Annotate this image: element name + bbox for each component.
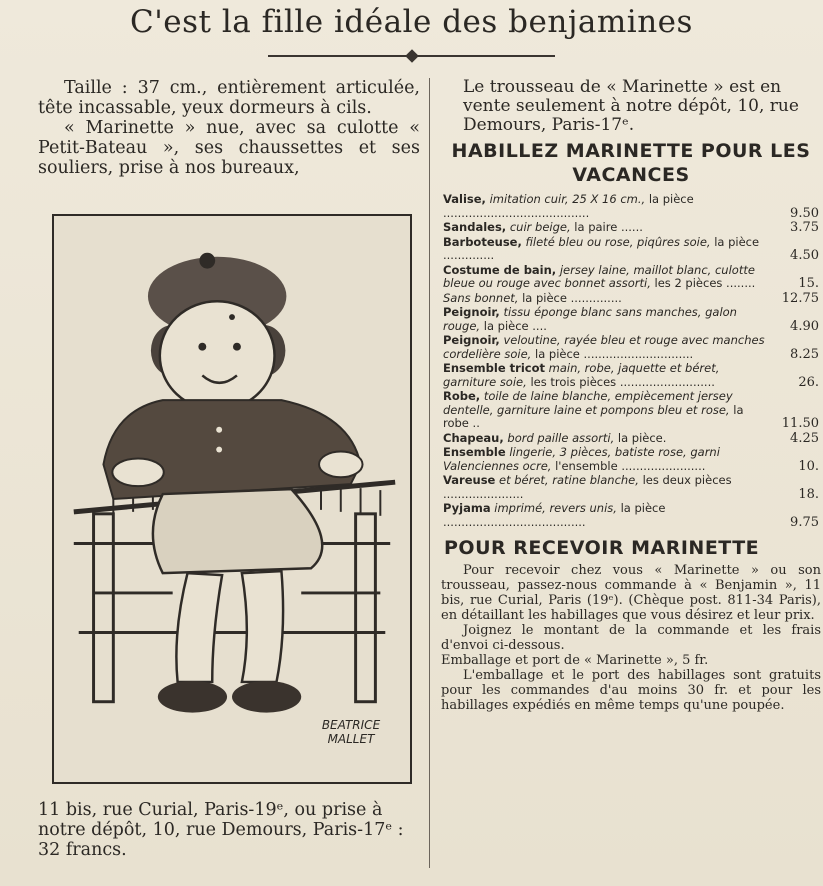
vacation-heading: HABILLEZ MARINETTE POUR LES VACANCES: [451, 140, 811, 186]
title-ornament-icon: [405, 49, 419, 63]
illustration-signature: BEATRICE MALLET: [321, 718, 381, 746]
doll-address-paragraph: 11 bis, rue Curial, Paris-19ᵉ, ou prise à notre dépôt, 10, rue Demours, Paris-17ᵉ : 32 francs.: [38, 800, 404, 860]
doll-illustration: [52, 214, 412, 784]
trousseau-intro: Le trousseau de « Marinette » est en vente seulement à notre dépôt, 10, rue Demours, Paris-17ᵉ.: [463, 77, 799, 135]
page-title: C'est la fille idéale des benjamines: [130, 4, 693, 40]
doll-drawing: [54, 216, 410, 782]
price-item: Robe, toile de laine blanche, empiècement jersey dentelle, garniture laine et pompons bleu et rose, la robe .. 11.50: [443, 389, 819, 431]
price-item: Valise, imitation cuir, 25 X 16 cm., la pièce ........................................ 9.50: [443, 192, 819, 221]
price-item: Pyjama imprimé, revers unis, la pièce ....................................... 9.75: [443, 501, 819, 530]
price-item: Barboteuse, fileté bleu ou rose, piqûres soie, la pièce .............. 4.50: [443, 234, 819, 263]
price-item: Chapeau, bord paille assorti, la pièce. 4.25: [443, 430, 819, 446]
column-divider: [429, 78, 430, 868]
price-item: Ensemble tricot main, robe, jaquette et béret, garniture soie, les trois pièces .......................... 26.: [443, 361, 819, 390]
order-paragraph: Pour recevoir chez vous « Marinette » ou son trousseau, passez-nous commande à « Benjamin », 11 bis, rue Curial, Paris (19ᵉ). (Chèque post. 811-34 Paris), en détaillant les habillages que vous désirez et leur prix.: [441, 563, 821, 623]
order-paragraph: L'emballage et le port des habillages sont gratuits pour les commandes d'au moins 30 fr. et pour les habillages expédiés en même temps qu'une poupée.: [441, 668, 821, 713]
price-item: Vareuse et béret, ratine blanche, les deux pièces ...................... 18.: [443, 473, 819, 502]
price-item: Peignoir, veloutine, rayée bleu et rouge avec manches cordelière soie, la pièce .............................. 8.25: [443, 333, 819, 362]
order-paragraph: Emballage et port de « Marinette », 5 fr.: [441, 653, 709, 668]
doll-size-paragraph: Taille : 37 cm., entièrement articulée, tête incassable, yeux dormeurs à cils.: [38, 78, 420, 118]
right-column: [441, 78, 821, 713]
doll-offer-paragraph: « Marinette » nue, avec sa culotte « Petit-Bateau », ses chaussettes et ses souliers, prise à nos bureaux,: [38, 118, 420, 178]
price-item: Sandales, cuir beige, la paire ...... 3.75: [443, 220, 819, 235]
left-column: [38, 78, 420, 178]
price-item: Ensemble lingerie, 3 pièces, batiste rose, garni Valenciennes ocre, l'ensemble ....................... 10.: [443, 445, 819, 474]
price-item: Peignoir, tissu éponge blanc sans manches, galon rouge, la pièce .... 4.90: [443, 305, 819, 334]
price-list: [441, 193, 821, 529]
price-item: Costume de bain, jersey laine, maillot blanc, culotte bleue ou rouge avec bonnet assorti, les 2 pièces ........ 15.: [443, 262, 819, 291]
price-item: Sans bonnet, la pièce .............. 12.75: [443, 290, 819, 306]
order-heading: POUR RECEVOIR MARINETTE: [444, 537, 760, 559]
order-paragraph: Joignez le montant de la commande et les frais d'envoi ci-dessous.: [441, 623, 821, 653]
